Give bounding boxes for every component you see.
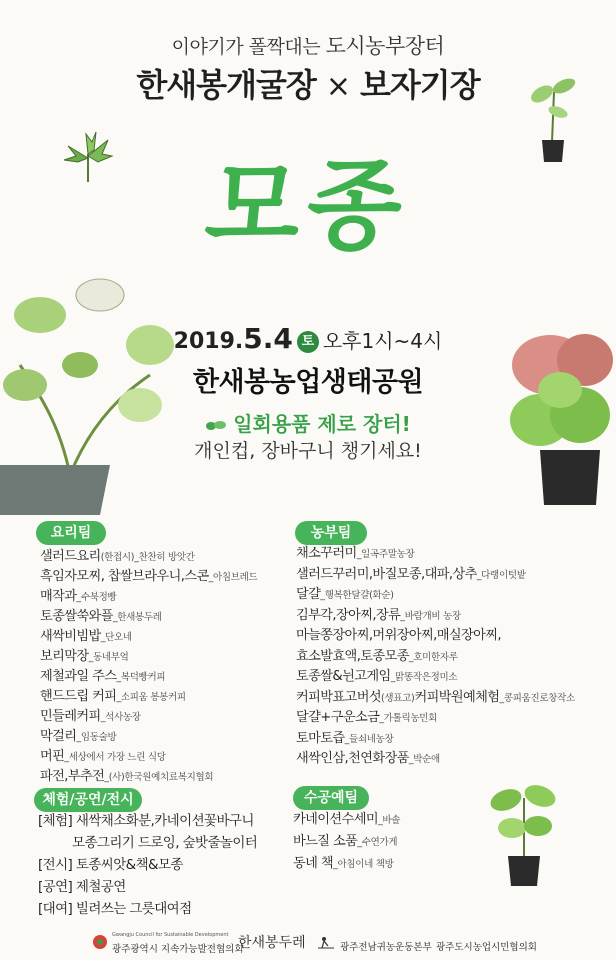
- subtitle-prefix: 이야기가 폴짝대는: [171, 36, 321, 58]
- item-name: 채소꾸러미: [296, 546, 357, 561]
- list-item: [40, 667, 310, 687]
- item-name: 토종쌀쑥와플: [40, 609, 113, 624]
- list-item: [296, 565, 614, 586]
- list-item: [293, 810, 493, 832]
- list-item: [296, 688, 614, 709]
- leaf-icon: [205, 419, 227, 433]
- item-name: 매작과: [40, 589, 77, 604]
- item-vendor: _복덕빵커피: [116, 672, 166, 683]
- list-item: [40, 547, 310, 567]
- list-item: [40, 647, 310, 667]
- title-right: 보자기장: [359, 66, 480, 104]
- list-item: [296, 708, 614, 729]
- list-item: [체험] 새싹채소화분,카네이션꽃바구니: [38, 813, 254, 829]
- event-time: 오후1시~4시: [322, 329, 443, 353]
- item-name: 머핀: [40, 749, 65, 764]
- footer-sponsors: [0, 930, 616, 956]
- item-vendor: _소피움 봉봉커피: [116, 692, 186, 703]
- event-venue: 한새봉농업생태공원: [192, 367, 424, 398]
- item-name: 샐러드꾸러미,바질모종,대파,상추: [296, 566, 477, 582]
- item-vendor: _박순애: [408, 754, 440, 765]
- list-item: [296, 729, 614, 750]
- item-vendor: (생표고): [380, 692, 415, 704]
- title-x: ×: [325, 69, 350, 104]
- list-item: [296, 626, 614, 647]
- item-vendor: _수북정빵: [76, 592, 117, 603]
- item-vendor: _행복한달걀(화순): [320, 590, 394, 601]
- item-vendor: _(사)한국원예치료복지협회: [104, 772, 214, 783]
- item-vendor: _한새봉두레: [112, 612, 162, 623]
- item-vendor: _바솔: [377, 815, 401, 826]
- event-subtitle: [0, 30, 616, 60]
- list-item: [40, 727, 310, 747]
- craft-team-list: [293, 810, 493, 876]
- list-item: 모종그리기 드로잉, 숲밧줄놀이터: [72, 835, 258, 851]
- list-item: [공연] 제철공연: [38, 879, 126, 895]
- item-vendor: _가톨릭농민회: [379, 713, 438, 724]
- item-name: 커피박표고버섯: [296, 689, 381, 705]
- item-name: 토마토즙: [296, 730, 345, 746]
- seedling-pot-illustration: [484, 778, 562, 888]
- item-vendor: _일곡주말농장: [356, 549, 415, 560]
- event-date: [0, 322, 616, 355]
- farming-team-list: [296, 544, 614, 770]
- item-name: 흑임자모찌, 찹쌀브라우니,스콘: [40, 569, 209, 584]
- experience-list: [38, 810, 288, 920]
- item-name: 막걸리: [40, 729, 77, 744]
- item-vendor: _수연가게: [357, 837, 398, 848]
- item-vendor: _동네부엌: [88, 652, 129, 663]
- item-name: 바느질 소품: [293, 834, 358, 849]
- list-item: [전시] 토종씨앗&책&모종: [38, 857, 183, 873]
- sprout-pot-illustration: [528, 72, 578, 164]
- item-name: 샐러드요리: [40, 549, 101, 564]
- item-name: 김부각,장아찌,장류: [296, 607, 401, 623]
- list-item: [293, 854, 493, 876]
- item-name: 제철과일 주스: [40, 669, 117, 684]
- item-name: 민들레커피: [40, 709, 101, 724]
- experience-pill: 체험/공연/전시: [34, 788, 142, 812]
- list-item: [293, 832, 493, 854]
- list-item: [296, 667, 614, 688]
- list-item: [40, 627, 310, 647]
- hero-title: 모종: [200, 149, 414, 264]
- item-vendor: _석사농장: [100, 712, 141, 723]
- item-vendor: _세상에서 가장 느린 식당: [64, 752, 166, 763]
- item-vendor: _바람개비 농장: [400, 610, 461, 622]
- list-item: [40, 587, 310, 607]
- item-name: 달걀: [296, 587, 321, 602]
- item-name: 카네이션수세미: [293, 812, 378, 827]
- list-item: [296, 544, 614, 565]
- item-vendor: _콩피움진로창작소: [499, 692, 575, 704]
- item-name: 달걀+구운소금: [296, 710, 380, 725]
- list-item: [296, 585, 614, 606]
- item-vendor: _맑똥작은정미소: [390, 672, 458, 683]
- list-item: [40, 607, 310, 627]
- weekday-badge: 토: [297, 331, 319, 353]
- org3-name: 광주전남귀농운동본부: [340, 942, 432, 953]
- list-item: [40, 687, 310, 707]
- item-name: 마늘쫑장아찌,머위장아찌,매실장아찌,: [296, 628, 502, 643]
- slogan-text: 일회용품 제로 장터!: [233, 412, 411, 436]
- item-name: 새싹비빔밥: [40, 629, 101, 644]
- org2-name: 한새봉두레: [238, 935, 306, 951]
- list-item: [대여] 빌려쓰는 그릇대여점: [38, 901, 192, 917]
- event-title: [0, 60, 616, 106]
- item-name: 보리막장: [40, 649, 89, 664]
- item-name: 토종쌀&뉜고게임: [296, 669, 391, 684]
- org1-name: 광주광역시 지속가능발전협의회: [112, 944, 244, 955]
- org1-english: Gwangju Council for Sustainable Development: [112, 932, 229, 938]
- item-name: 커피박원예체험: [414, 689, 500, 705]
- item-vendor: _아침브레드: [208, 572, 258, 583]
- list-item: [40, 567, 310, 587]
- list-item: [40, 707, 310, 727]
- org4-name: 광주도시농업시민협의회: [436, 942, 537, 953]
- item-name: 핸드드립 커피: [40, 689, 117, 704]
- subtitle-main: 도시농부장터: [325, 34, 445, 58]
- item-name: 파전,부추전: [40, 769, 105, 784]
- event-note: 개인컵, 장바구니 챙기세요!: [194, 440, 422, 462]
- item-vendor: _단오네: [100, 632, 132, 643]
- list-item: [40, 747, 310, 767]
- item-name: 새싹인삼,천연화장품: [296, 751, 409, 766]
- item-vendor: _아침이네 책방: [333, 859, 394, 870]
- list-item: [296, 749, 614, 770]
- event-day: 5.4: [243, 322, 293, 355]
- item-name: 동네 책: [293, 856, 334, 871]
- event-year: 2019.: [173, 329, 244, 354]
- small-sprout-illustration: [62, 130, 114, 186]
- event-slogan: [0, 408, 616, 437]
- council-logo-icon: [92, 934, 108, 950]
- list-item: [40, 767, 310, 787]
- item-vendor: (한접시)_찬찬히 방앗간: [100, 552, 195, 563]
- farmer-logo-icon: [316, 934, 336, 950]
- item-vendor: _호미한자루: [408, 651, 458, 663]
- item-name: 효소발효액,토종모종: [296, 648, 409, 664]
- item-vendor: _임동술방: [76, 732, 117, 743]
- list-item: [296, 647, 614, 668]
- cooking-team-pill: 요리팀: [36, 521, 106, 545]
- craft-team-pill: 수공예팀: [293, 786, 369, 810]
- cooking-team-list: [40, 547, 310, 787]
- farming-team-pill: 농부팀: [295, 521, 367, 545]
- list-item: [296, 606, 614, 627]
- item-vendor: _다랭이텃밭: [476, 569, 526, 581]
- item-vendor: _들쇠네농장: [344, 733, 394, 745]
- title-left: 한새봉개굴장: [136, 66, 316, 104]
